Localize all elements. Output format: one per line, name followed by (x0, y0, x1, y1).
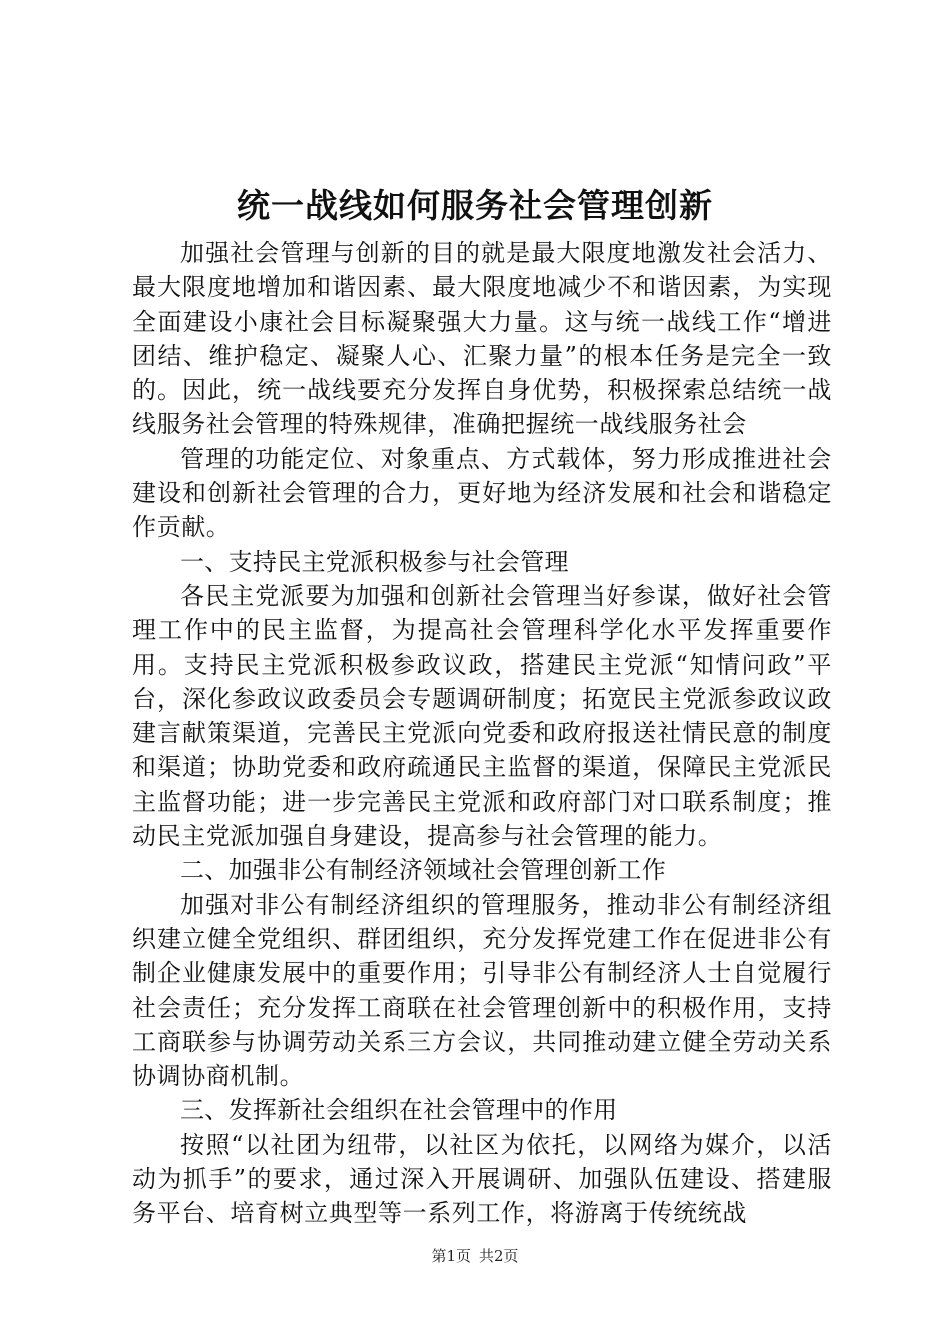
section-heading-3: 三、发挥新社会组织在社会管理中的作用 (180, 1096, 618, 1125)
document-title: 统一战线如何服务社会管理创新 (237, 186, 713, 225)
paragraph-section-1: 各民主党派要为加强和创新社会管理当好参谋，做好社会管理工作中的民主监督，为提高社会管理科学化水平发挥重要作用。支持民主党派积极参政议政，搭建民主党派“知情问政”平台，深化参政议政委员会专题调研制度；拓宽民主党派参政议政建言献策渠道，完善民主党派向党委和政府报送社情民意的制度和渠道；协助党委和政府疏通民主监督的渠道，保障民主党派民主监督功能；进一步完善民主党派和政府部门对口联系制度；推动民主党派加强自身建设，提高参与社会管理的能力。 (132, 581, 832, 851)
paragraph-section-2: 加强对非公有制经济组织的管理服务，推动非公有制经济组织建立健全党组织、群团组织，充分发挥党建工作在促进非公有制企业健康发展中的重要作用；引导非公有制经济人士自觉履行社会责任；充分发挥工商联在社会管理创新中的积极作用，支持工商联参与协调劳动关系三方会议，共同推动建立健全劳动关系协调协商机制。 (132, 890, 832, 1091)
document-body (132, 236, 832, 1231)
section-heading-1: 一、支持民主党派积极参与社会管理 (180, 547, 569, 576)
section-heading-2: 二、加强非公有制经济领域社会管理创新工作 (180, 856, 666, 885)
paragraph-section-3: 按照“以社团为纽带，以社区为依托，以网络为媒介，以活动为抓手”的要求，通过深入开展调研、加强队伍建设、搭建服务平台、培育树立典型等一系列工作，将游离于传统统战 (132, 1130, 832, 1228)
page-total: 共2页 (479, 1247, 519, 1265)
paragraph-intro: 加强社会管理与创新的目的就是最大限度地激发社会活力、最大限度地增加和谐因素、最大限度地减少不和谐因素，为实现全面建设小康社会目标凝聚强大力量。这与统一战线工作“增进团结、维护稳定、凝聚人心、汇聚力量”的根本任务是完全一致的。因此，统一战线要充分发挥自身优势，积极探索总结统一战线服务社会管理的特殊规律，准确把握统一战线服务社会 (132, 239, 832, 439)
page-footer (0, 1246, 950, 1266)
page-number: 第1页 (431, 1247, 471, 1265)
paragraph-intro-continued: 管理的功能定位、对象重点、方式载体，努力形成推进社会建设和创新社会管理的合力，更好地为经济发展和社会和谐稳定作贡献。 (132, 444, 832, 542)
